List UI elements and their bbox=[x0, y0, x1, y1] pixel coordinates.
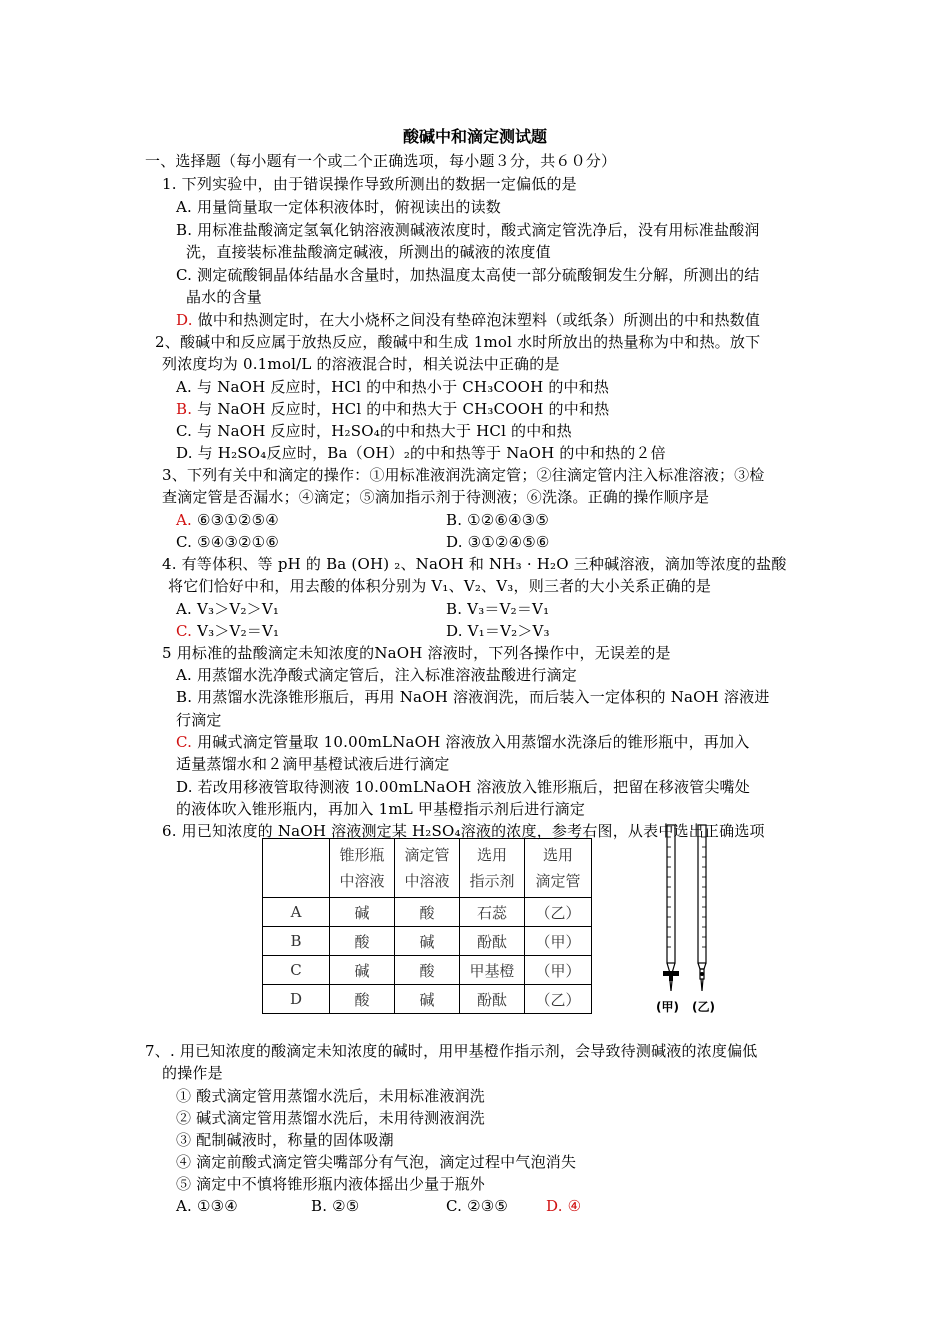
table-row: C 碱 酸 甲基橙 （甲） bbox=[263, 956, 592, 985]
q1-stem: 1. 下列实验中，由于错误操作导致所测出的数据一定偏低的是 bbox=[162, 175, 577, 193]
q3-stem-cont: 查滴定管是否漏水；④滴定；⑤滴加指示剂于待测液；⑥洗涤。正确的操作顺序是 bbox=[162, 488, 710, 506]
q4-option-d: D. V₁＝V₂＞V₃ bbox=[446, 622, 550, 640]
q7-option-b: B. ②⑤ bbox=[311, 1197, 360, 1215]
q3-stem: 3、下列有关中和滴定的操作：①用标准液润洗滴定管；②往滴定管内注入标准溶液；③检 bbox=[162, 466, 765, 484]
burette-jia bbox=[663, 825, 679, 991]
q7-item-3: ③ 配制碱液时，称量的固体吸潮 bbox=[176, 1131, 394, 1149]
answer-letter: B. bbox=[176, 400, 193, 418]
q5-option-c: C. 用碱式滴定管量取 10.00mLNaOH 溶液放入用蒸馏水洗涤后的锥形瓶中，再加入 bbox=[176, 733, 750, 751]
q3-option-c: C. ⑤④③②①⑥ bbox=[176, 533, 279, 551]
burette-yi bbox=[698, 825, 706, 991]
q5-option-b: B. 用蒸馏水洗涤锥形瓶后，再用 NaOH 溶液润洗，而后装入一定体积的 NaOH 溶液进 bbox=[176, 688, 770, 706]
table-row: B 酸 碱 酚酞 （甲） bbox=[263, 927, 592, 956]
q7-option-c: C. ②③⑤ bbox=[446, 1197, 509, 1215]
table-header-cell: 选用 滴定管 bbox=[525, 839, 592, 898]
section-heading: 一、选择题（每小题有一个或二个正确选项，每小题３分，共６０分） bbox=[145, 152, 617, 170]
q7-option-d: D. ④ bbox=[546, 1197, 582, 1215]
q3-option-a: A. ⑥③①②⑤④ bbox=[176, 511, 279, 529]
q3-option-b: B. ①②⑥④③⑤ bbox=[446, 511, 550, 529]
table-row: D 酸 碱 酚酞 （乙） bbox=[263, 985, 592, 1014]
q6-stem: 6. 用已知浓度的 NaOH 溶液测定某 H₂SO₄溶液的浓度，参考右图，从表中选出正确选项 bbox=[162, 822, 765, 840]
q1-option-c-cont: 晶水的含量 bbox=[186, 288, 263, 306]
q1-option-d: D. 做中和热测定时，在大小烧杯之间没有垫碎泡沫塑料（或纸条）所测出的中和热数值 bbox=[176, 311, 761, 329]
table-header-cell: 滴定管 中溶液 bbox=[395, 839, 460, 898]
q5-option-c-cont: 适量蒸馏水和２滴甲基橙试液后进行滴定 bbox=[176, 755, 450, 773]
fig-label-jia: (甲) bbox=[656, 1000, 679, 1014]
q2-option-b: B. 与 NaOH 反应时，HCl 的中和热大于 CH₃COOH 的中和热 bbox=[176, 400, 610, 418]
table-header-cell: 锥形瓶 中溶液 bbox=[330, 839, 395, 898]
table-header-cell: 选用 指示剂 bbox=[460, 839, 525, 898]
fig-label-yi: (乙) bbox=[692, 1000, 715, 1014]
table-row: A 碱 酸 石蕊 （乙） bbox=[263, 898, 592, 927]
answer-letter: A. bbox=[176, 511, 193, 529]
q2-stem: 2、酸碱中和反应属于放热反应，酸碱中和生成 1mol 水时所放出的热量称为中和热。放下 bbox=[155, 333, 761, 351]
q1-option-b-cont: 洗，直接装标准盐酸滴定碱液，所测出的碱液的浓度值 bbox=[186, 243, 551, 261]
answer-letter: C. bbox=[176, 622, 193, 640]
q7-item-5: ⑤ 滴定中不慎将锥形瓶内液体摇出少量于瓶外 bbox=[176, 1175, 485, 1193]
q2-option-c: C. 与 NaOH 反应时，H₂SO₄的中和热大于 HCl 的中和热 bbox=[176, 422, 572, 440]
q4-stem-cont: 将它们恰好中和，用去酸的体积分别为 V₁、V₂、V₃，则三者的大小关系正确的是 bbox=[168, 577, 712, 595]
q1-option-b: B. 用标准盐酸滴定氢氧化钠溶液测碱液浓度时，酸式滴定管洗净后，没有用标准盐酸润 bbox=[176, 221, 760, 239]
q7-item-4: ④ 滴定前酸式滴定管尖嘴部分有气泡，滴定过程中气泡消失 bbox=[176, 1153, 577, 1171]
q2-option-a: A. 与 NaOH 反应时，HCl 的中和热小于 CH₃COOH 的中和热 bbox=[176, 378, 610, 396]
q4-option-b: B. V₃＝V₂＝V₁ bbox=[446, 600, 550, 618]
q4-option-c: C. V₃＞V₂＝V₁ bbox=[176, 622, 280, 640]
q5-option-d-cont: 的液体吹入锥形瓶内，再加入 1mL 甲基橙指示剂后进行滴定 bbox=[176, 800, 586, 818]
q5-stem: 5 用标准的盐酸滴定未知浓度的NaOH 溶液时，下列各操作中，无误差的是 bbox=[162, 644, 671, 662]
burette-figure bbox=[640, 823, 740, 1023]
table-header-row bbox=[263, 839, 592, 898]
q6-table bbox=[262, 838, 592, 1014]
q5-option-d: D. 若改用移液管取待测液 10.00mLNaOH 溶液放入锥形瓶后，把留在移液管尖嘴处 bbox=[176, 778, 750, 796]
q2-option-d: D. 与 H₂SO₄反应时，Ba（OH）₂的中和热等于 NaOH 的中和热的２倍 bbox=[176, 444, 666, 462]
q5-option-b-cont: 行滴定 bbox=[176, 711, 222, 729]
q2-stem-cont: 列浓度均为 0.1mol/L 的溶液混合时，相关说法中正确的是 bbox=[162, 355, 560, 373]
q7-item-2: ② 碱式滴定管用蒸馏水洗后，未用待测液润洗 bbox=[176, 1109, 485, 1127]
q4-stem: 4. 有等体积、等 pH 的 Ba (OH) ₂、NaOH 和 NH₃ · H₂O 三种碱溶液，滴加等浓度的盐酸 bbox=[162, 555, 787, 573]
table-header-cell bbox=[263, 839, 330, 898]
q7-stem: 7、. 用已知浓度的酸滴定未知浓度的碱时，用甲基橙作指示剂，会导致待测碱液的浓度偏低 bbox=[145, 1042, 758, 1060]
q7-item-1: ① 酸式滴定管用蒸馏水洗后，未用标准液润洗 bbox=[176, 1087, 485, 1105]
answer-letter: C. bbox=[176, 733, 193, 751]
q1-option-c: C. 测定硫酸铜晶体结晶水含量时，加热温度太高使一部分硫酸铜发生分解，所测出的结 bbox=[176, 266, 760, 284]
answer-letter: D. bbox=[176, 311, 193, 329]
page-title: 酸碱中和滴定测试题 bbox=[402, 127, 547, 146]
q3-option-d: D. ③①②④⑤⑥ bbox=[446, 533, 550, 551]
q5-option-a: A. 用蒸馏水洗净酸式滴定管后，注入标准溶液盐酸进行滴定 bbox=[176, 666, 577, 684]
q7-option-a: A. ①③④ bbox=[176, 1197, 238, 1215]
q4-option-a: A. V₃＞V₂＞V₁ bbox=[176, 600, 280, 618]
q7-stem-cont: 的操作是 bbox=[162, 1064, 223, 1082]
q1-option-a: A. 用量筒量取一定体积液体时，俯视读出的读数 bbox=[176, 198, 501, 216]
